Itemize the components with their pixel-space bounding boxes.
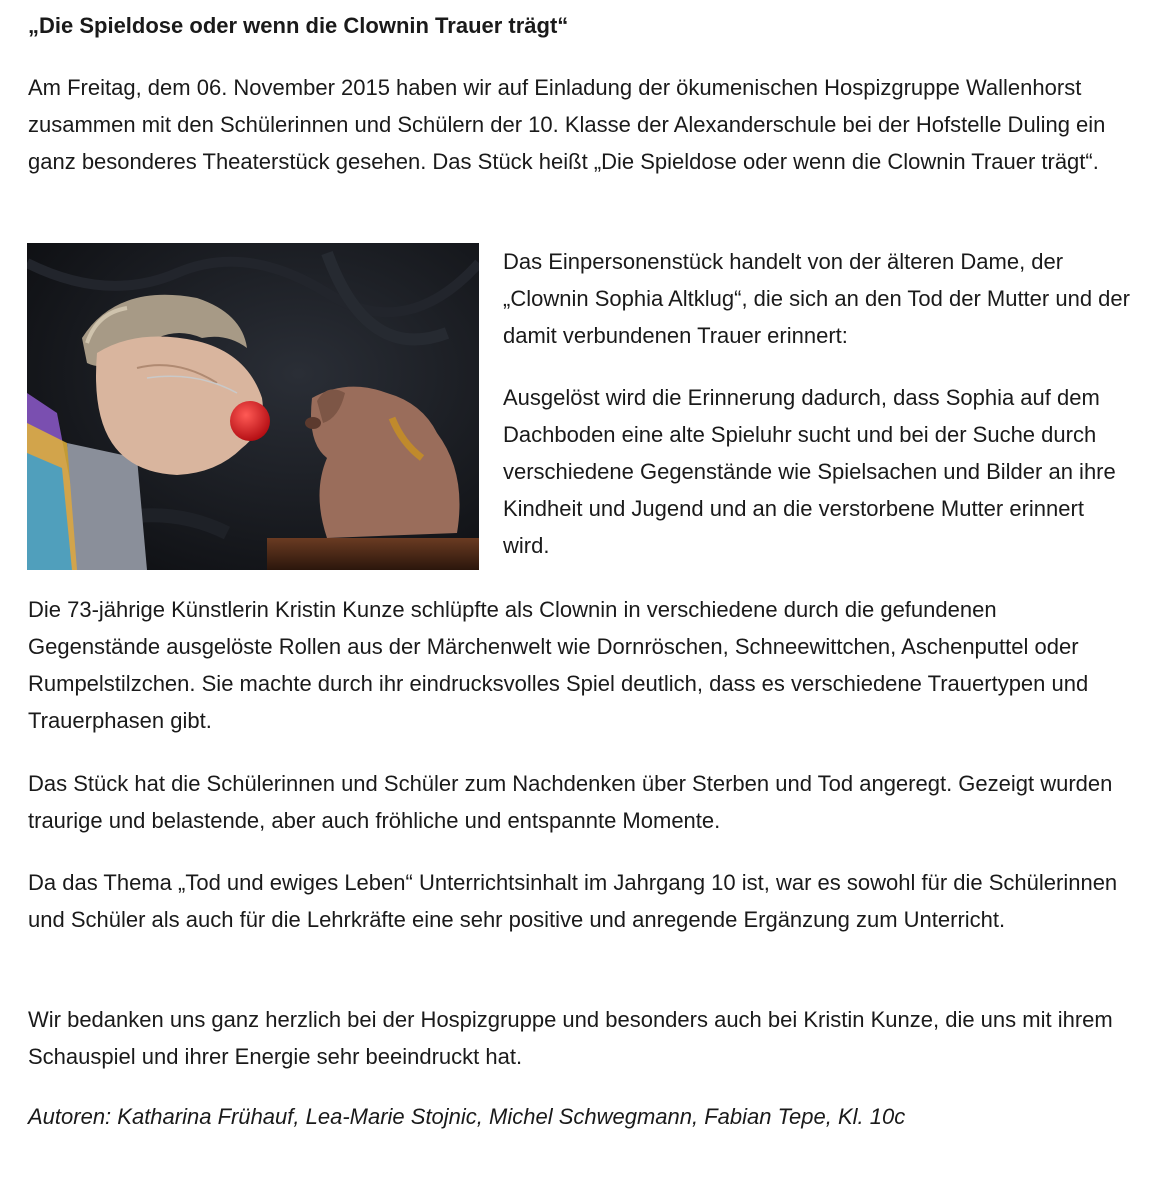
- paragraph-memory: Ausgelöst wird die Erinnerung dadurch, dass Sophia auf dem Dachboden eine alte Spieluhr sucht und bei der Suche durch verschiedene Gegenstände wie Spielsachen und Bilder an ihre Kindheit und Jugend und an die verstorbene Mutter erinnert wird.: [503, 385, 1116, 558]
- paragraph-curriculum: Da das Thema „Tod und ewiges Leben“ Unterrichtsinhalt im Jahrgang 10 ist, war es sowohl für die Schülerinnen und Schüler als auch für die Lehrkräfte eine sehr positive und anregende Ergänzung zum Unterricht.: [28, 870, 1118, 932]
- article-title: „Die Spieldose oder wenn die Clownin Trauer trägt“: [28, 13, 569, 38]
- paragraph-intro: Am Freitag, dem 06. November 2015 haben wir auf Einladung der ökumenischen Hospizgruppe Wallenhorst zusammen mit den Schülerinnen und Schülern der 10. Klasse der Alexanderschule bei der Hofstelle Duling ein ganz besonderes Theaterstück gesehen. Das Stück heißt „Die Spieldose oder wenn die Clownin Trauer trägt“.: [28, 75, 1106, 174]
- paragraph-artist: Die 73-jährige Künstlerin Kristin Kunze schlüpfte als Clownin in verschiedene durch die gefundenen Gegenstände ausgelöste Rollen aus der Märchenwelt wie Dornröschen, Schneewittchen, Aschenputtel oder Rumpelstilzchen. Sie machte durch ihr eindrucksvolles Spiel deutlich, dass es verschiedene Trauertypen und Trauerphasen gibt.: [28, 597, 1089, 733]
- clown-photo: [27, 243, 479, 570]
- authors-line: Autoren: Katharina Frühauf, Lea-Marie Stojnic, Michel Schwegmann, Fabian Tepe, Kl. 10c: [28, 1104, 906, 1129]
- paragraph-reflection: Das Stück hat die Schülerinnen und Schüler zum Nachdenken über Sterben und Tod angeregt. Gezeigt wurden traurige und belastende, aber auch fröhliche und entspannte Momente.: [28, 771, 1113, 833]
- clown-with-puppet-photo-icon: [27, 243, 479, 570]
- paragraph-plot: Das Einpersonenstück handelt von der älteren Dame, der „Clownin Sophia Altklug“, die sich an den Tod der Mutter und der damit verbundenen Trauer erinnert:: [503, 249, 1130, 348]
- paragraph-thanks: Wir bedanken uns ganz herzlich bei der Hospizgruppe und besonders auch bei Kristin Kunze, die uns mit ihrem Schauspiel und ihrer Energie sehr beeindruckt hat.: [28, 1007, 1113, 1069]
